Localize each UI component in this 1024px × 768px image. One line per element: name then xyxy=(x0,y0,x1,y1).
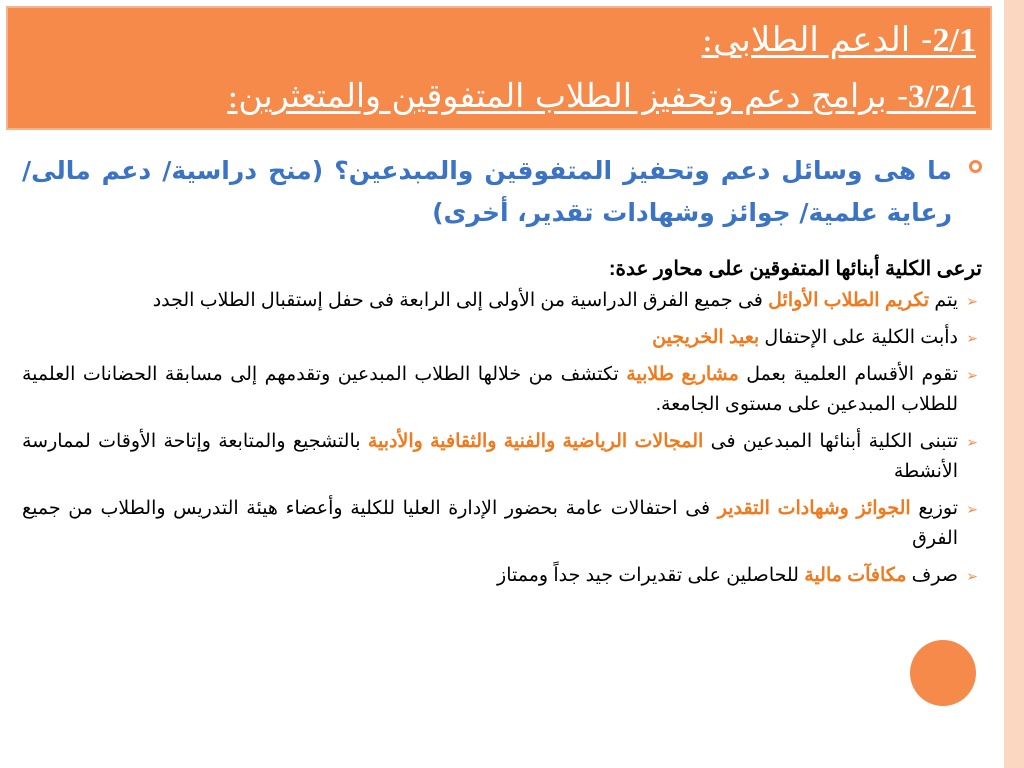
bullet-circle-icon xyxy=(969,160,982,173)
item-text-before: يتم xyxy=(929,290,958,311)
chevron-arrow-icon: ➢ xyxy=(966,434,978,450)
item-text-after: تكتشف من خلالها الطلاب المبدعين وتقدمهم إلى مسابقة الحضانات العلمية للطلاب المبدعين على مستوى الجامعة. xyxy=(22,364,958,415)
support-list xyxy=(22,286,982,591)
list-item xyxy=(22,427,982,487)
title-line-1-number: 2/1 xyxy=(932,22,976,59)
item-text-before: دأبت الكلية على الإحتفال xyxy=(759,327,958,348)
chevron-arrow-icon: ➢ xyxy=(966,367,978,383)
list-item xyxy=(22,286,982,316)
item-highlight: بعيد الخريجين xyxy=(652,327,760,348)
item-text-after: فى جميع الفرق الدراسية من الأولى إلى الرابعة فى حفل إستقبال الطلاب الجدد xyxy=(152,290,769,311)
title-line-2-text: - برامج دعم وتحفيز الطلاب المتفوقين والمتعثرين: xyxy=(227,76,909,115)
chevron-arrow-icon: ➢ xyxy=(966,330,978,346)
title-line-1-text: - الدعم الطلابى: xyxy=(701,20,933,60)
question-text: ما هى وسائل دعم وتحفيز المتفوقين والمبدعين؟ (منح دراسية/ دعم مالى/ رعاية علمية/ جوائز وشهادات تقدير، أخرى) xyxy=(22,156,952,227)
list-item xyxy=(22,561,982,591)
item-highlight: مشاريع طلابية xyxy=(626,364,739,385)
item-highlight: مكافآت مالية xyxy=(804,565,907,586)
item-text-after: بالتشجيع والمتابعة وإتاحة الأوقات لممارسة الأنشطة xyxy=(22,431,958,482)
slide-title-banner xyxy=(6,6,992,130)
chevron-arrow-icon: ➢ xyxy=(966,568,978,584)
decorative-circle xyxy=(910,640,976,706)
intro-text: ترعى الكلية أبنائها المتفوقين على محاور عدة: xyxy=(608,258,982,280)
item-highlight: تكريم الطلاب الأوائل xyxy=(768,290,930,311)
item-text-before: توزيع xyxy=(910,498,959,519)
list-item xyxy=(22,360,982,420)
question-paragraph xyxy=(22,150,982,234)
item-text-before: صرف xyxy=(906,565,958,586)
item-text-before: تقوم الأقسام العلمية بعمل xyxy=(738,364,958,385)
slide-content xyxy=(22,150,982,598)
list-item xyxy=(22,494,982,554)
item-text-after: فى احتفالات عامة بحضور الإدارة العليا للكلية وأعضاء هيئة التدريس والطلاب من جميع الفرق xyxy=(22,498,958,549)
title-line-2 xyxy=(18,76,976,116)
item-text-after: للحاصلين على تقديرات جيد جداً وممتاز xyxy=(497,565,805,586)
title-line-2-number: 3/2/1 xyxy=(908,79,976,115)
chevron-arrow-icon: ➢ xyxy=(966,293,978,309)
list-item xyxy=(22,323,982,353)
item-highlight: المجالات الرياضية والفنية والثقافية والأدبية xyxy=(367,431,704,452)
item-highlight: الجوائز وشهادات التقدير xyxy=(717,498,911,519)
decorative-right-stripe xyxy=(1004,0,1024,768)
title-line-1 xyxy=(18,20,976,60)
item-text-before: تتبنى الكلية أبنائها المبدعين فى xyxy=(703,431,958,452)
chevron-arrow-icon: ➢ xyxy=(966,501,978,517)
